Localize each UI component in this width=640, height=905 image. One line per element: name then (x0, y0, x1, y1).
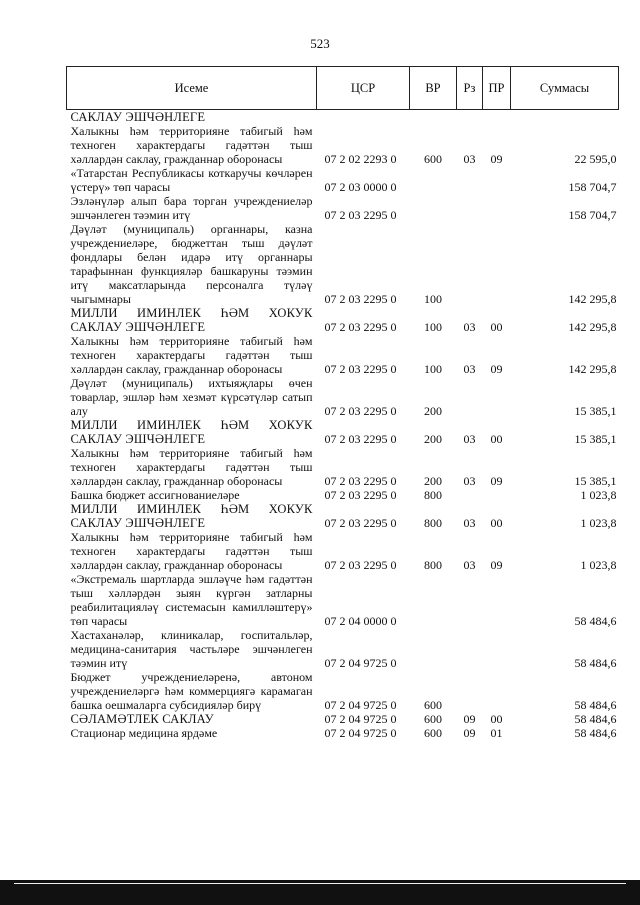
cell-pr: 00 (490, 320, 503, 334)
cell-csr: 07 2 02 2293 0 (324, 152, 397, 166)
cell-vr: 800 (424, 488, 442, 502)
cell-csr: 07 2 03 2295 0 (324, 474, 397, 488)
cell-csr: 07 2 03 2295 0 (324, 516, 397, 530)
cell-vr (410, 110, 457, 125)
cell-rz (457, 194, 483, 222)
cell-name: Эзләнүләр алып бара торган учреждениеләр эшчәнлеген тәэмин итү (70, 194, 313, 222)
cell-name: Стационар медицина ярдәме (70, 726, 218, 740)
cell-rz: 03 (463, 152, 476, 166)
cell-sum: 1 023,8 (580, 516, 617, 530)
cell-csr: 07 2 04 9725 0 (324, 712, 397, 726)
cell-pr: 09 (490, 558, 503, 572)
cell-vr: 600 (424, 152, 442, 166)
table-row (67, 376, 619, 418)
cell-pr (483, 488, 511, 502)
cell-vr: 800 (424, 558, 442, 572)
cell-sum: 142 295,8 (568, 362, 617, 376)
cell-name: Бюджет учреждениеләренә, автоном учреждениеләргә һәм коммерциягә карамаган башка оешмаларга субсидияләр бирү (70, 670, 313, 712)
cell-sum: 58 484,6 (574, 698, 617, 712)
cell-pr (483, 628, 511, 670)
cell-csr: 07 2 03 2295 0 (324, 208, 397, 222)
table-row (67, 306, 619, 334)
cell-rz: 03 (463, 432, 476, 446)
table-row (67, 726, 619, 740)
cell-vr (410, 572, 457, 628)
cell-csr: 07 2 03 0000 0 (324, 180, 397, 194)
cell-rz (457, 488, 483, 502)
cell-csr: 07 2 03 2295 0 (324, 432, 397, 446)
cell-vr: 100 (424, 362, 442, 376)
table-row (67, 446, 619, 488)
cell-vr: 100 (424, 320, 442, 334)
cell-pr (483, 194, 511, 222)
cell-sum: 15 385,1 (574, 474, 617, 488)
cell-rz (457, 222, 483, 306)
cell-name: СӘЛАМӘТЛЕК САКЛАУ (70, 712, 214, 726)
cell-rz: 09 (463, 726, 476, 740)
cell-csr: 07 2 04 9725 0 (324, 726, 397, 740)
cell-rz (457, 670, 483, 712)
table-row (67, 712, 619, 726)
cell-vr: 800 (424, 516, 442, 530)
cell-sum (511, 110, 619, 125)
table-row (67, 124, 619, 166)
cell-sum: 58 484,6 (574, 614, 617, 628)
header-name: Исеме (67, 67, 317, 110)
cell-pr (483, 670, 511, 712)
table-row (67, 110, 619, 125)
cell-vr: 200 (424, 404, 442, 418)
cell-name: «Татарстан Республикасы коткаручы көчләрен үстерү» төп чарасы (70, 166, 313, 194)
cell-rz (457, 628, 483, 670)
cell-rz (457, 166, 483, 194)
cell-name: Башка бюджет ассигнованиеләре (70, 488, 240, 502)
cell-rz (457, 376, 483, 418)
cell-csr: 07 2 04 0000 0 (324, 614, 397, 628)
cell-rz: 09 (463, 712, 476, 726)
cell-vr: 600 (424, 726, 442, 740)
cell-name: Халыкны һәм территорияне табигый һәм техноген характердагы гадәттән тыш хәллардән саклау, гражданнар оборонасы (70, 124, 313, 166)
cell-name: Дәүләт (муниципаль) ихтыяҗлары өчен товарлар, эшләр һәм хезмәт күрсәтүләр сатып алу (70, 376, 313, 418)
cell-pr: 00 (490, 712, 503, 726)
table-row (67, 670, 619, 712)
cell-sum: 58 484,6 (574, 712, 617, 726)
header-rz: Рз (457, 67, 483, 110)
cell-rz: 03 (463, 474, 476, 488)
cell-name: МИЛЛИ ИМИНЛЕК ҺӘМ ХОКУК САКЛАУ ЭШЧӘНЛЕГЕ (70, 502, 313, 530)
cell-csr: 07 2 03 2295 0 (324, 404, 397, 418)
cell-pr (483, 376, 511, 418)
header-pr: ПР (483, 67, 511, 110)
cell-pr (483, 166, 511, 194)
header-sum: Суммасы (511, 67, 619, 110)
cell-pr: 09 (490, 362, 503, 376)
cell-pr (483, 222, 511, 306)
page-number: 523 (310, 36, 330, 51)
cell-name: «Экстремаль шартларда эшләүче һәм гадәттән тыш хәлләрдән зыян күргән затларны реабилитацияләү системасын камилләштерү» төп чарасы (70, 572, 313, 628)
table-row (67, 222, 619, 306)
cell-sum: 142 295,8 (568, 292, 617, 306)
cell-name: Халыкны һәм территорияне табигый һәм техноген характердагы гадәттән тыш хәллардән саклау, гражданнар оборонасы (70, 334, 313, 376)
cell-csr: 07 2 03 2295 0 (324, 488, 397, 502)
cell-pr: 09 (490, 152, 503, 166)
cell-pr: 00 (490, 432, 503, 446)
cell-name: САКЛАУ ЭШЧӘНЛЕГЕ (70, 110, 206, 124)
table-body (67, 110, 619, 741)
cell-sum: 142 295,8 (568, 320, 617, 334)
cell-csr: 07 2 03 2295 0 (324, 362, 397, 376)
cell-rz: 03 (463, 558, 476, 572)
cell-vr (410, 628, 457, 670)
table-header-row (67, 67, 619, 110)
cell-rz: 03 (463, 362, 476, 376)
cell-sum: 58 484,6 (574, 656, 617, 670)
cell-csr: 07 2 03 2295 0 (324, 292, 397, 306)
table-row (67, 628, 619, 670)
scan-bottom-edge (0, 880, 640, 905)
budget-table (66, 66, 619, 740)
cell-sum: 22 595,0 (574, 152, 617, 166)
cell-name: Дәүләт (муниципаль) органнары, казна учреждениеләре, бюджеттан тыш дәүләт фондлары белән идарә итү органнары тарафыннан функцияләр башкаруны тәэмин итү максатларында персоналга түләү чыгымнары (70, 222, 313, 306)
cell-csr: 07 2 03 2295 0 (324, 320, 397, 334)
cell-vr: 600 (424, 698, 442, 712)
cell-vr: 100 (424, 292, 442, 306)
cell-vr: 200 (424, 432, 442, 446)
cell-name: Халыкны һәм территорияне табигый һәм техноген характердагы гадәттән тыш хәллардән саклау, гражданнар оборонасы (70, 530, 313, 572)
cell-name: МИЛЛИ ИМИНЛЕК ҺӘМ ХОКУК САКЛАУ ЭШЧӘНЛЕГЕ (70, 306, 313, 334)
table-row (67, 166, 619, 194)
cell-csr: 07 2 03 2295 0 (324, 558, 397, 572)
cell-rz: 03 (463, 320, 476, 334)
table-row (67, 530, 619, 572)
cell-csr: 07 2 04 9725 0 (324, 656, 397, 670)
cell-pr: 00 (490, 516, 503, 530)
table-row (67, 334, 619, 376)
header-vr: ВР (410, 67, 457, 110)
cell-rz (457, 572, 483, 628)
cell-sum: 1 023,8 (580, 488, 617, 502)
cell-vr (410, 166, 457, 194)
cell-pr: 09 (490, 474, 503, 488)
cell-pr (483, 110, 511, 125)
cell-sum: 15 385,1 (574, 432, 617, 446)
cell-csr (317, 110, 410, 125)
cell-name: МИЛЛИ ИМИНЛЕК ҺӘМ ХОКУК САКЛАУ ЭШЧӘНЛЕГЕ (70, 418, 313, 446)
cell-vr: 600 (424, 712, 442, 726)
cell-sum: 15 385,1 (574, 404, 617, 418)
table-row (67, 572, 619, 628)
cell-name: Халыкны һәм территорияне табигый һәм техноген характердагы гадәттән тыш хәллардән саклау, гражданнар оборонасы (70, 446, 313, 488)
cell-rz: 03 (463, 516, 476, 530)
cell-vr: 200 (424, 474, 442, 488)
table-row (67, 502, 619, 530)
cell-sum: 158 704,7 (568, 208, 617, 222)
cell-vr (410, 194, 457, 222)
table-row (67, 418, 619, 446)
cell-name: Хастаханәләр, клиникалар, госпитальләр, медицина-санитария частьләре эшчәнлеген тәэмин итү (70, 628, 313, 670)
cell-csr: 07 2 04 9725 0 (324, 698, 397, 712)
cell-sum: 1 023,8 (580, 558, 617, 572)
cell-sum: 58 484,6 (574, 726, 617, 740)
cell-sum: 158 704,7 (568, 180, 617, 194)
cell-pr (483, 572, 511, 628)
cell-pr: 01 (490, 726, 503, 740)
table-row (67, 194, 619, 222)
cell-rz (457, 110, 483, 125)
table-row (67, 488, 619, 502)
header-csr: ЦСР (317, 67, 410, 110)
